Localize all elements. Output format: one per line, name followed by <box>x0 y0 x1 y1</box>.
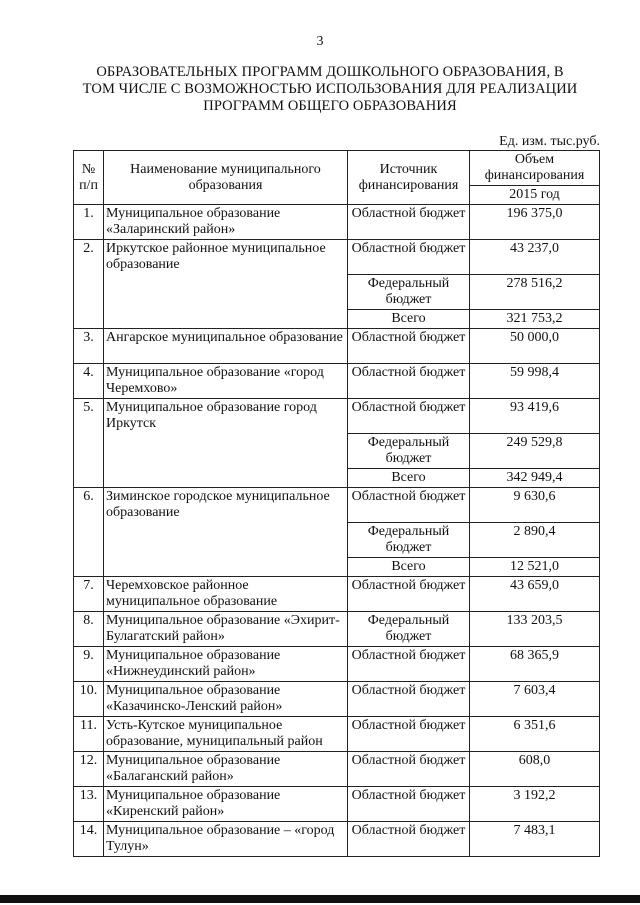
table-row <box>74 612 600 647</box>
funding-source: Областной бюджет <box>348 399 470 434</box>
header-source: Источник финансирования <box>348 151 470 205</box>
municipality-name: Муниципальное образование «Казачинско-Ленский район» <box>104 682 348 717</box>
title-line: ПРОГРАММ ОБЩЕГО ОБРАЗОВАНИЯ <box>203 98 457 114</box>
table-row <box>74 787 600 822</box>
funding-source: Федеральный бюджет <box>348 275 470 310</box>
municipality-name: Иркутское районное муниципальное образование <box>104 240 348 329</box>
funding-amount: 2 890,4 <box>470 523 600 558</box>
municipality-name: Муниципальное образование «Заларинский район» <box>104 205 348 240</box>
row-number: 1. <box>74 205 104 240</box>
funding-source: Областной бюджет <box>348 205 470 240</box>
financing-table-body <box>74 151 600 857</box>
header-num: № п/п <box>74 151 104 205</box>
row-number: 5. <box>74 399 104 488</box>
table-row <box>74 364 600 399</box>
table-row <box>74 752 600 787</box>
row-number: 2. <box>74 240 104 329</box>
header-name: Наименование муниципального образования <box>104 151 348 205</box>
funding-amount: 278 516,2 <box>470 275 600 310</box>
header-volume: Объем финансирования <box>470 151 600 186</box>
row-number: 14. <box>74 822 104 857</box>
funding-source: Всего <box>348 310 470 329</box>
table-row <box>74 205 600 240</box>
table-row <box>74 329 600 364</box>
funding-amount: 68 365,9 <box>470 647 600 682</box>
funding-source: Всего <box>348 469 470 488</box>
municipality-name: Усть-Кутское муниципальное образование, муниципальный район <box>104 717 348 752</box>
municipality-name: Муниципальное образование «город Черемхово» <box>104 364 348 399</box>
funding-amount: 321 753,2 <box>470 310 600 329</box>
row-number: 11. <box>74 717 104 752</box>
municipality-name: Муниципальное образование «Киренский район» <box>104 787 348 822</box>
municipality-name: Муниципальное образование город Иркутск <box>104 399 348 488</box>
funding-source: Областной бюджет <box>348 822 470 857</box>
funding-source: Областной бюджет <box>348 329 470 364</box>
funding-amount: 342 949,4 <box>470 469 600 488</box>
municipality-name: Черемховское районное муниципальное образование <box>104 577 348 612</box>
funding-amount: 133 203,5 <box>470 612 600 647</box>
page-bottom-border <box>0 895 640 903</box>
funding-amount: 249 529,8 <box>470 434 600 469</box>
funding-amount: 43 237,0 <box>470 240 600 275</box>
funding-amount: 43 659,0 <box>470 577 600 612</box>
table-row <box>74 682 600 717</box>
municipality-name: Ангарское муниципальное образование <box>104 329 348 364</box>
funding-source: Областной бюджет <box>348 787 470 822</box>
municipality-name: Зиминское городское муниципальное образование <box>104 488 348 577</box>
funding-amount: 196 375,0 <box>470 205 600 240</box>
page-number: 3 <box>316 34 324 49</box>
row-number: 12. <box>74 752 104 787</box>
funding-amount: 50 000,0 <box>470 329 600 364</box>
funding-source: Федеральный бюджет <box>348 612 470 647</box>
funding-source: Областной бюджет <box>348 364 470 399</box>
table-row <box>74 577 600 612</box>
table-row <box>74 822 600 857</box>
funding-source: Областной бюджет <box>348 240 470 275</box>
document-title <box>60 64 600 115</box>
row-number: 13. <box>74 787 104 822</box>
row-number: 10. <box>74 682 104 717</box>
units-label: Ед. изм. тыс.руб. <box>499 134 600 149</box>
row-number: 7. <box>74 577 104 612</box>
municipality-name: Муниципальное образование – «город Тулун» <box>104 822 348 857</box>
table-row <box>74 717 600 752</box>
row-number: 6. <box>74 488 104 577</box>
funding-amount: 12 521,0 <box>470 558 600 577</box>
funding-source: Всего <box>348 558 470 577</box>
municipality-name: Муниципальное образование «Нижнеудинский район» <box>104 647 348 682</box>
row-number: 9. <box>74 647 104 682</box>
municipality-name: Муниципальное образование «Балаганский район» <box>104 752 348 787</box>
funding-source: Федеральный бюджет <box>348 523 470 558</box>
funding-amount: 7 603,4 <box>470 682 600 717</box>
funding-amount: 7 483,1 <box>470 822 600 857</box>
funding-source: Федеральный бюджет <box>348 434 470 469</box>
funding-source: Областной бюджет <box>348 717 470 752</box>
funding-amount: 6 351,6 <box>470 717 600 752</box>
municipality-name: Муниципальное образование «Эхирит-Булагатский район» <box>104 612 348 647</box>
funding-amount: 608,0 <box>470 752 600 787</box>
row-number: 8. <box>74 612 104 647</box>
table-header-row <box>74 151 600 186</box>
funding-source: Областной бюджет <box>348 488 470 523</box>
table-row <box>74 240 600 275</box>
funding-source: Областной бюджет <box>348 647 470 682</box>
row-number: 3. <box>74 329 104 364</box>
funding-amount: 59 998,4 <box>470 364 600 399</box>
funding-source: Областной бюджет <box>348 752 470 787</box>
header-year: 2015 год <box>470 186 600 205</box>
funding-source: Областной бюджет <box>348 682 470 717</box>
table-row <box>74 647 600 682</box>
row-number: 4. <box>74 364 104 399</box>
funding-amount: 93 419,6 <box>470 399 600 434</box>
title-line: ОБРАЗОВАТЕЛЬНЫХ ПРОГРАММ ДОШКОЛЬНОГО ОБРАЗОВАНИЯ, В <box>96 64 564 80</box>
funding-amount: 9 630,6 <box>470 488 600 523</box>
title-line: ТОМ ЧИСЛЕ С ВОЗМОЖНОСТЬЮ ИСПОЛЬЗОВАНИЯ ДЛЯ РЕАЛИЗАЦИИ <box>82 81 578 97</box>
funding-amount: 3 192,2 <box>470 787 600 822</box>
financing-table <box>73 150 600 857</box>
table-row <box>74 399 600 434</box>
table-row <box>74 488 600 523</box>
funding-source: Областной бюджет <box>348 577 470 612</box>
